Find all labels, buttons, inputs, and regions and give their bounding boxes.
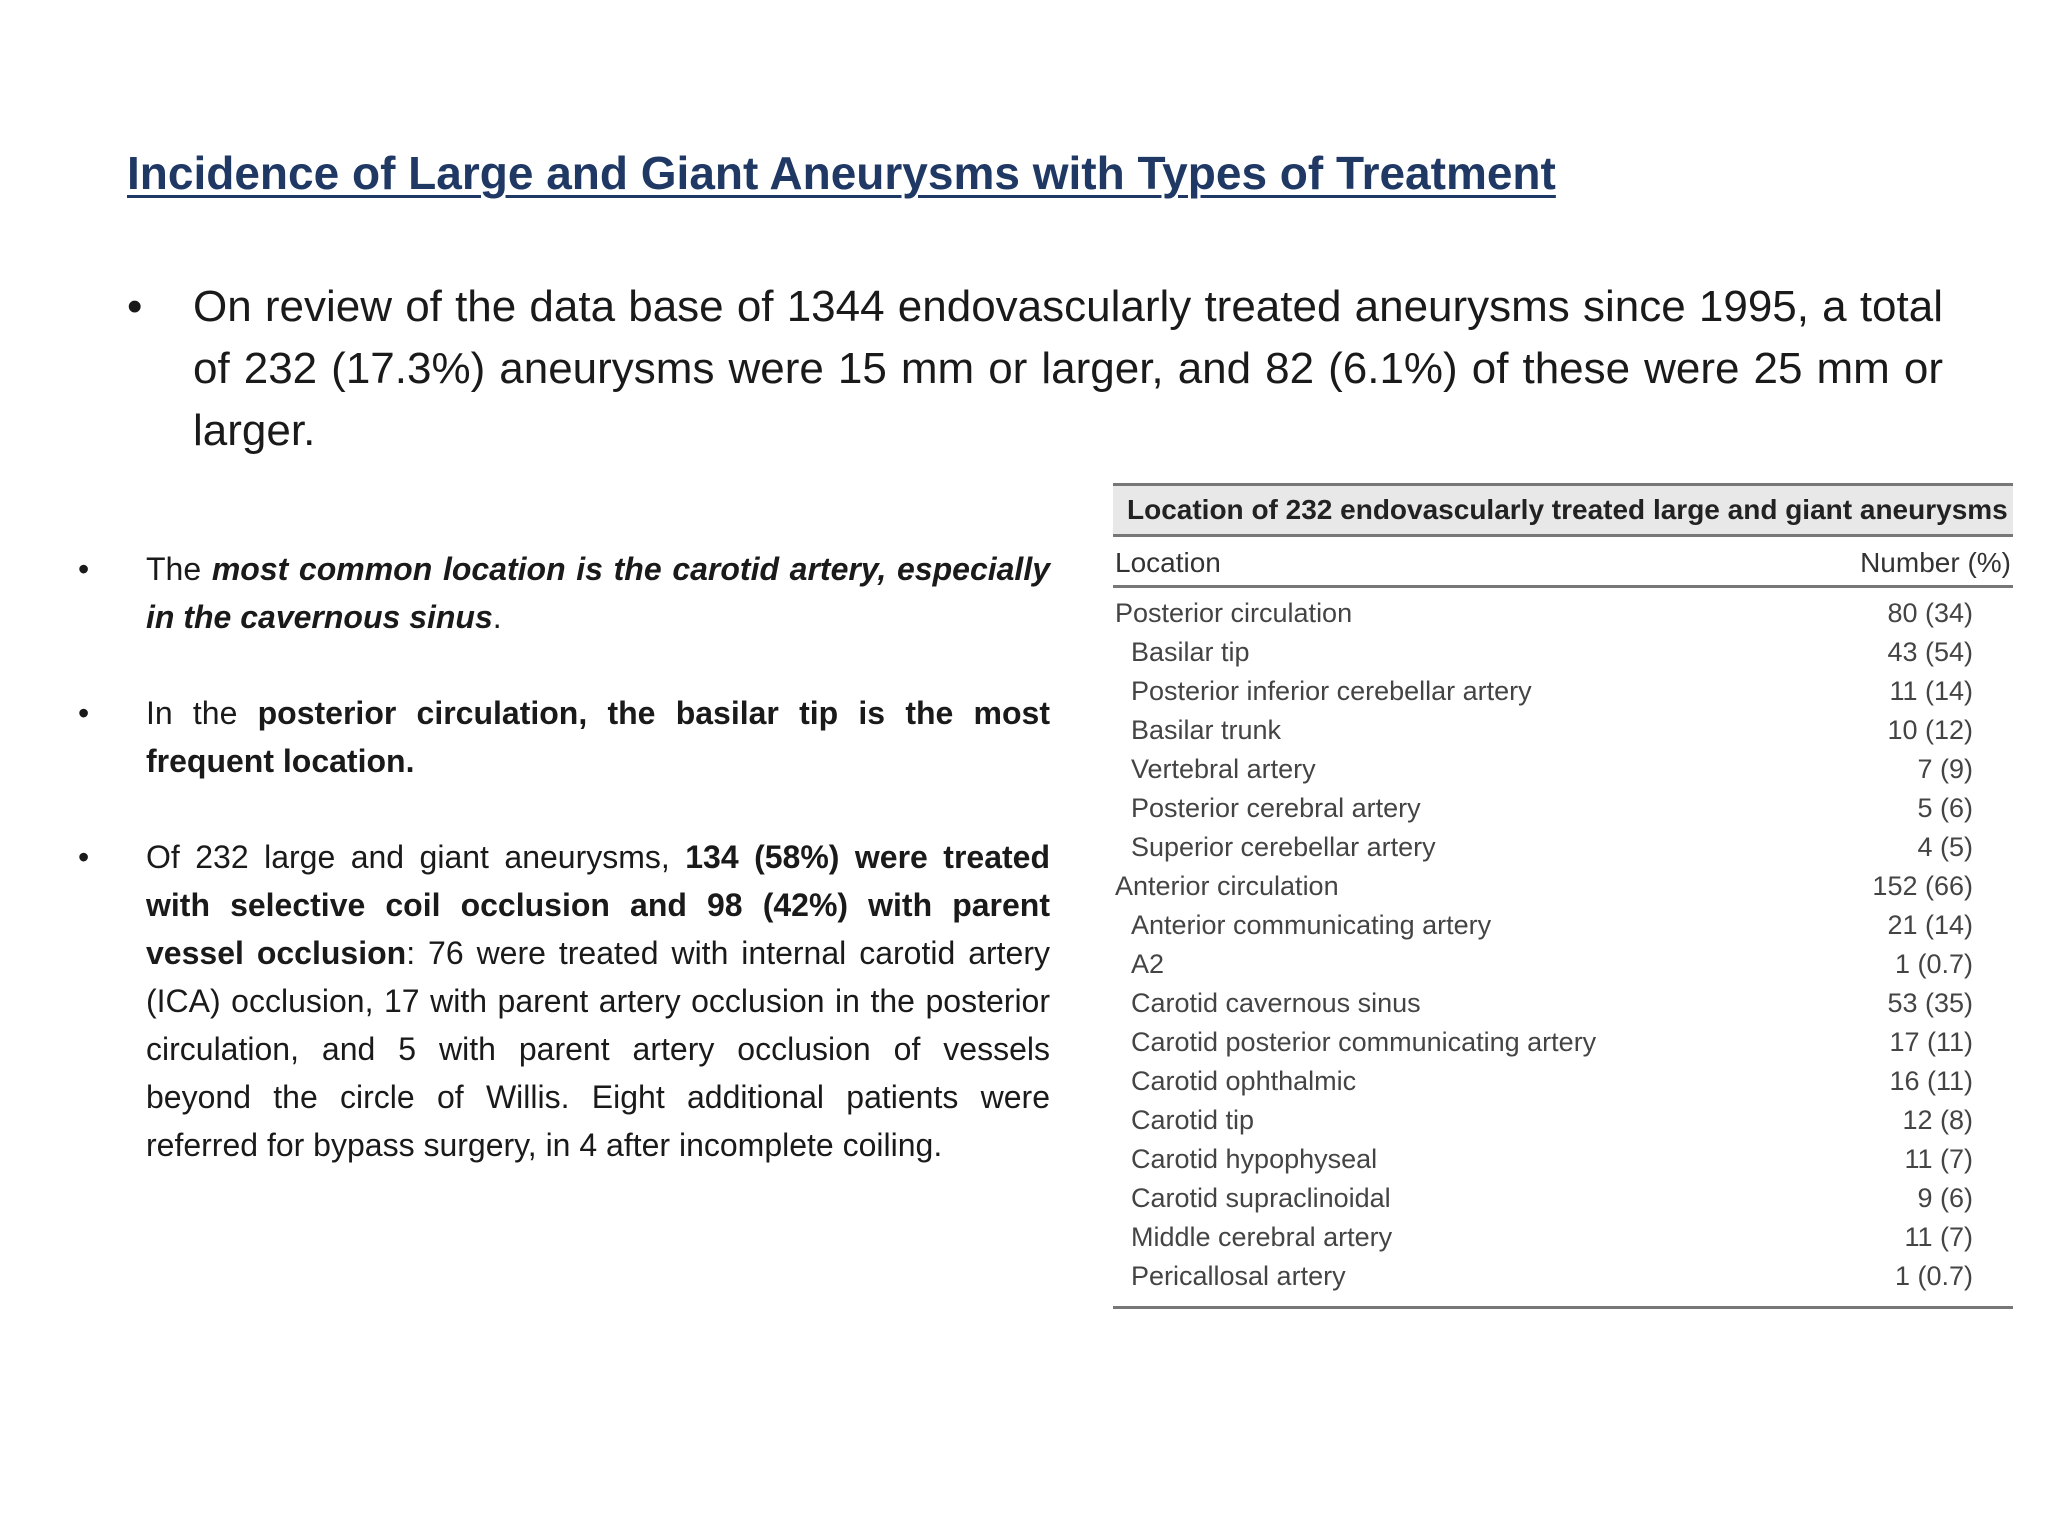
- table-row: [1113, 711, 2013, 750]
- cell-number: 5 (6): [1917, 793, 1973, 823]
- cell-location: Superior cerebellar artery: [1131, 832, 1436, 862]
- cell-location: Pericallosal artery: [1131, 1261, 1346, 1291]
- table-row: [1113, 1257, 2013, 1296]
- cell-location: Carotid tip: [1131, 1105, 1255, 1135]
- table-row: [1113, 984, 2013, 1023]
- cell-number: 12 (8): [1902, 1105, 1973, 1135]
- table-row: [1113, 594, 2013, 633]
- table-header: [1113, 537, 2013, 588]
- cell-number: 10 (12): [1887, 715, 1973, 745]
- cell-number: 16 (11): [1889, 1066, 1973, 1096]
- main-bullet: [127, 276, 1943, 462]
- cell-location: A2: [1131, 949, 1165, 979]
- table-row: [1113, 789, 2013, 828]
- cell-number: 1 (0.7): [1894, 949, 1973, 979]
- cell-location: Posterior inferior cerebellar artery: [1131, 676, 1532, 706]
- bullet-glyph: •: [127, 282, 143, 331]
- slide-title: Incidence of Large and Giant Aneurysms with Types of Treatment: [127, 147, 1556, 199]
- cell-location: Carotid cavernous sinus: [1131, 988, 1421, 1018]
- bullet-text-pre: The: [146, 551, 212, 587]
- cell-number: 7 (9): [1917, 754, 1973, 784]
- cell-location: Vertebral artery: [1131, 754, 1316, 784]
- table-row: [1113, 1062, 2013, 1101]
- table-row: [1113, 1101, 2013, 1140]
- main-bullet-text: On review of the data base of 1344 endovascularly treated aneurysms since 1995, a total of 232 (17.3%) aneurysms were 15 mm or larger, and 82 (6.1%) of these were 25 mm or larger.: [193, 282, 1943, 455]
- cell-number: 11 (7): [1904, 1222, 1973, 1252]
- cell-number: 4 (5): [1917, 832, 1973, 862]
- cell-location: Carotid supraclinoidal: [1131, 1183, 1391, 1213]
- bullet-glyph: •: [78, 551, 90, 587]
- cell-location: Basilar tip: [1131, 637, 1250, 667]
- bullet-text-emphasis: posterior circulation, the basilar tip is the most frequent location.: [146, 695, 1051, 779]
- table-row: [1113, 1218, 2013, 1257]
- bullet-text-post: : 76 were treated with internal carotid artery (ICA) occlusion, 17 with parent artery occlusion in the posterior circulation, and 5 with parent artery occlusion of vessels beyond the circle of Willis. Eight additional patients were referred for bypass surgery, in 4 after incomplete coiling.: [146, 935, 1051, 1163]
- cell-location: Carotid posterior communicating artery: [1131, 1027, 1597, 1057]
- cell-location: Carotid ophthalmic: [1131, 1066, 1357, 1096]
- table-row: [1113, 750, 2013, 789]
- bullet-text-pre: In the: [146, 695, 258, 731]
- cell-location: Anterior circulation: [1115, 871, 1339, 901]
- bullet-glyph: •: [78, 839, 90, 875]
- column-header-location: Location: [1115, 547, 1221, 578]
- cell-number: 17 (11): [1889, 1027, 1973, 1057]
- table-body: [1113, 588, 2013, 1309]
- left-bullet-list: [70, 545, 1050, 1217]
- table-row: [1113, 1023, 2013, 1062]
- location-table: [1113, 483, 2013, 1309]
- cell-location: Posterior circulation: [1115, 598, 1353, 628]
- cell-number: 9 (6): [1917, 1183, 1973, 1213]
- bullet-text-post: .: [492, 599, 502, 635]
- cell-number: 1 (0.7): [1894, 1261, 1973, 1291]
- cell-number: 80 (34): [1887, 598, 1973, 628]
- cell-number: 11 (7): [1904, 1144, 1973, 1174]
- column-header-number: Number (%): [1860, 547, 2011, 578]
- bullet-text-emphasis: most common location is the carotid artery, especially in the cavernous sinus: [146, 551, 1051, 635]
- bullet-text-pre: Of 232 large and giant aneurysms,: [146, 839, 686, 875]
- cell-location: Basilar trunk: [1131, 715, 1282, 745]
- table-row: [1113, 867, 2013, 906]
- bullet-location: [70, 545, 1050, 641]
- cell-location: Middle cerebral artery: [1131, 1222, 1393, 1252]
- table-row: [1113, 672, 2013, 711]
- bullet-text-emphasis: 134 (58%) were treated with selective coil occlusion and 98 (42%) with parent vessel occlusion: [146, 839, 1051, 971]
- table-row: [1113, 828, 2013, 867]
- cell-location: Posterior cerebral artery: [1131, 793, 1421, 823]
- cell-number: 53 (35): [1887, 988, 1973, 1018]
- table-row: [1113, 906, 2013, 945]
- bullet-treatment: [70, 833, 1050, 1169]
- table-row: [1113, 945, 2013, 984]
- bullet-posterior: [70, 689, 1050, 785]
- table-row: [1113, 1140, 2013, 1179]
- bullet-glyph: •: [78, 695, 90, 731]
- table-row: [1113, 1179, 2013, 1218]
- cell-number: 11 (14): [1889, 676, 1973, 706]
- table-caption: Location of 232 endovascularly treated large and giant aneurysms: [1113, 483, 2013, 537]
- cell-location: Anterior communicating artery: [1131, 910, 1492, 940]
- table-row: [1113, 633, 2013, 672]
- cell-number: 21 (14): [1887, 910, 1973, 940]
- cell-number: 152 (66): [1872, 871, 1973, 901]
- cell-number: 43 (54): [1887, 637, 1973, 667]
- cell-location: Carotid hypophyseal: [1131, 1144, 1378, 1174]
